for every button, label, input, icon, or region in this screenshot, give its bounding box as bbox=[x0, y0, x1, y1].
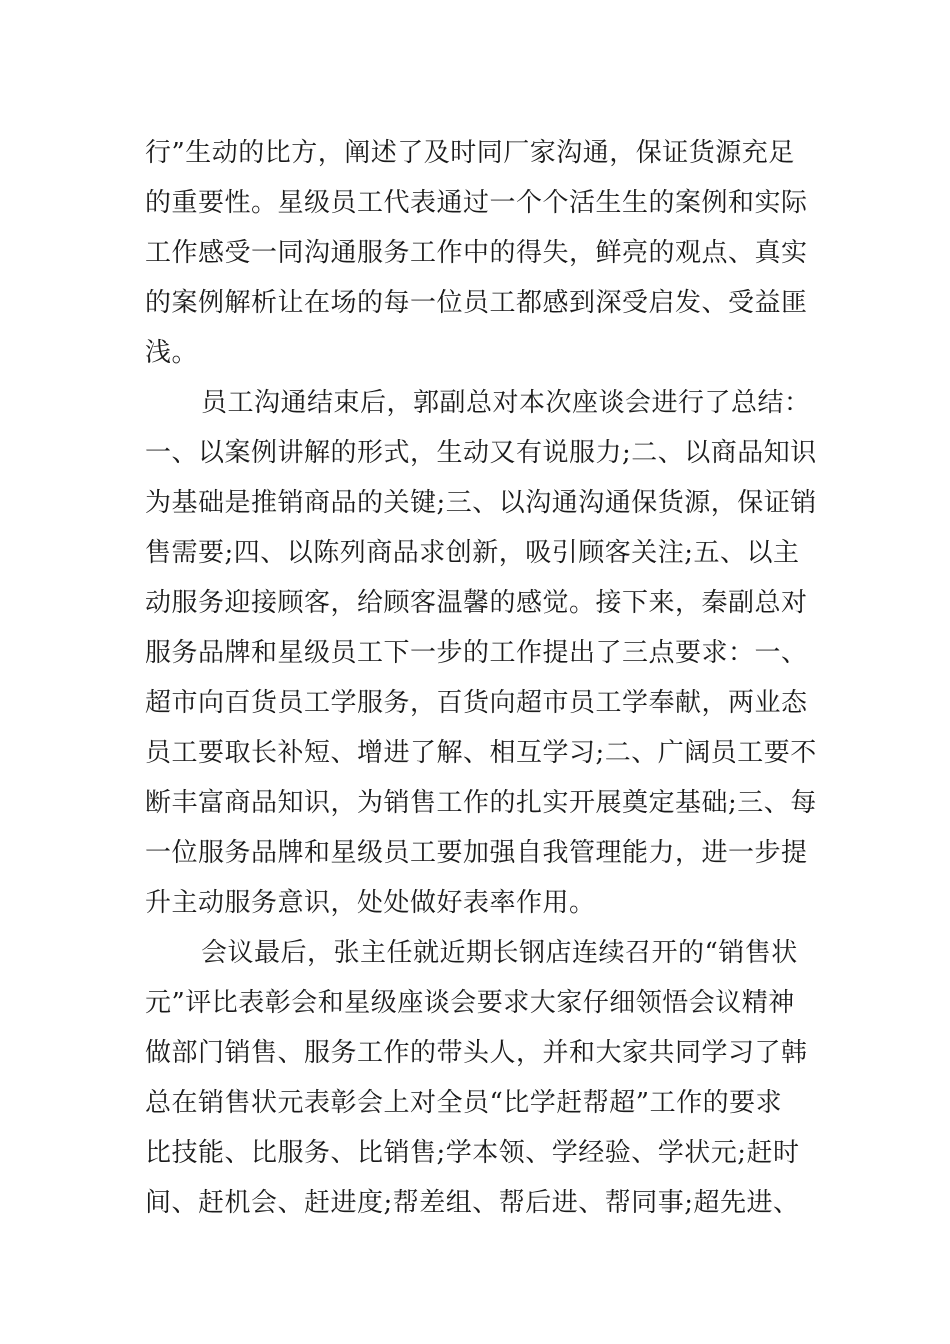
text-line: 售需要;四、以陈列商品求创新，吸引顾客关注;五、以主 bbox=[145, 538, 800, 568]
text-line: 为基础是推销商品的关键;三、以沟通沟通保货源，保证销 bbox=[145, 488, 817, 518]
text-line: 断丰富商品知识，为销售工作的扎实开展奠定基础;三、每 bbox=[145, 788, 817, 818]
text-line: 超市向百货员工学服务，百货向超市员工学奉献，两业态 bbox=[145, 688, 808, 718]
text-line: 元”评比表彰会和星级座谈会要求大家仔细领悟会议精神 bbox=[145, 988, 795, 1018]
text-line: 比技能、比服务、比销售;学本领、学经验、学状元;赶时 bbox=[145, 1138, 800, 1168]
text-line: 浅。 bbox=[145, 338, 199, 368]
text-line: 升主动服务意识，处处做好表率作用。 bbox=[145, 888, 596, 918]
text-line: 动服务迎接顾客，给顾客温馨的感觉。接下来，秦副总对 bbox=[145, 588, 808, 618]
text-line: 会议最后，张主任就近期长钢店连续召开的“销售状 bbox=[201, 938, 798, 968]
text-line: 总在销售状元表彰会上对全员“比学赶帮超”工作的要求 bbox=[145, 1088, 783, 1118]
text-line: 做部门销售、服务工作的带头人，并和大家共同学习了韩 bbox=[145, 1038, 808, 1068]
text-line: 服务品牌和星级员工下一步的工作提出了三点要求：一、 bbox=[145, 638, 808, 668]
text-line: 员工要取长补短、增进了解、相互学习;二、广阔员工要不 bbox=[145, 738, 817, 768]
text-line: 工作感受一同沟通服务工作中的得失，鲜亮的观点、真实 bbox=[145, 238, 808, 268]
body-text bbox=[145, 128, 815, 1228]
text-line: 一、以案例讲解的形式，生动又有说服力;二、以商品知识 bbox=[145, 438, 817, 468]
text-line: 间、赶机会、赶进度;帮差组、帮后进、帮同事;超先进、 bbox=[145, 1188, 800, 1218]
text-line: 行”生动的比方，阐述了及时同厂家沟通，保证货源充足 bbox=[145, 138, 795, 168]
text-line: 一位服务品牌和星级员工要加强自我管理能力，进一步提 bbox=[145, 838, 808, 868]
text-line: 的案例解析让在场的每一位员工都感到深受启发、受益匪 bbox=[145, 288, 808, 318]
text-line: 员工沟通结束后，郭副总对本次座谈会进行了总结： bbox=[201, 388, 811, 418]
text-line: 的重要性。星级员工代表通过一个个活生生的案例和实际 bbox=[145, 188, 808, 218]
